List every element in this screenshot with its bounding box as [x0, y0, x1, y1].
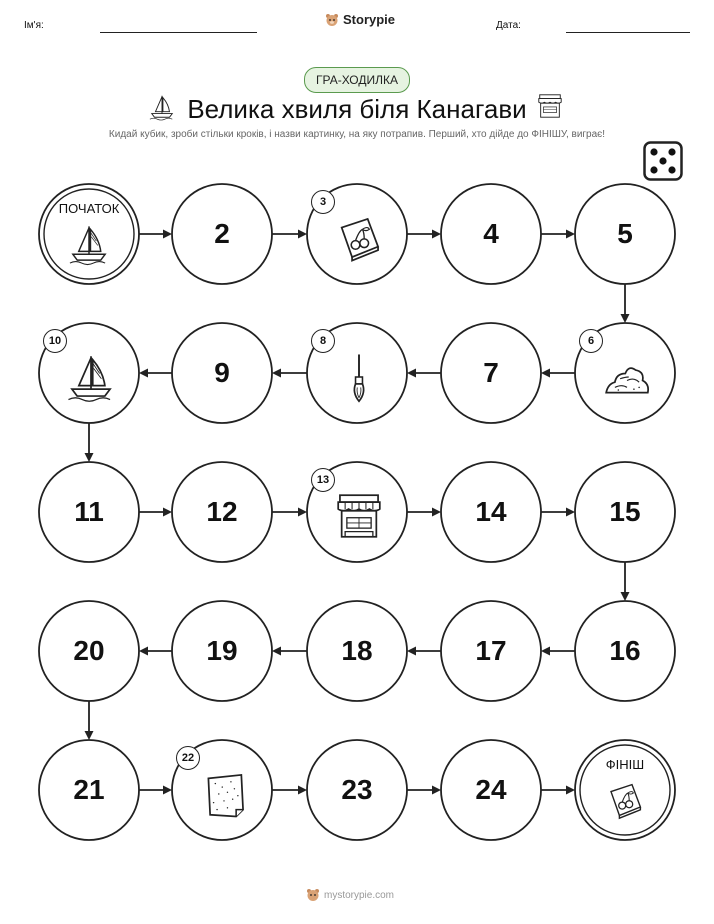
arrow-head: [298, 786, 307, 795]
square-number: 11: [74, 496, 104, 527]
arrow-head: [272, 647, 281, 656]
arrow-head: [163, 786, 172, 795]
start-label: ПОЧАТОК: [58, 201, 120, 216]
arrow-head: [85, 453, 94, 462]
arrow-head: [163, 508, 172, 517]
square-number: 18: [341, 635, 373, 666]
arrow-head: [621, 592, 630, 601]
footer-url: mystorypie.com: [324, 889, 395, 901]
square-number-badge: 6: [579, 329, 603, 353]
market-stall-icon: [338, 495, 380, 537]
square-number: 12: [206, 496, 238, 527]
arrow-head: [407, 369, 416, 378]
arrow-head: [432, 786, 441, 795]
square-number-badge: 22: [176, 746, 200, 770]
square-number: 20: [73, 635, 105, 666]
arrow-head: [566, 508, 575, 517]
date-label: Дата:: [496, 20, 521, 31]
square-number: 16: [609, 635, 641, 666]
bear-logo-icon: [306, 888, 320, 902]
arrow-head: [541, 647, 550, 656]
square-number-badge: 8: [311, 329, 335, 353]
square-number: 15: [609, 496, 641, 527]
square-number: 24: [475, 774, 507, 805]
arrow-head: [621, 314, 630, 323]
page-title: Велика хвиля біля Канагави: [187, 94, 527, 124]
paper-sheet-icon: [208, 775, 243, 817]
arrow-head: [85, 731, 94, 740]
square-number: 2: [214, 218, 230, 249]
arrow-head: [298, 508, 307, 517]
arrow-head: [298, 230, 307, 239]
square-number-badge: 13: [311, 468, 335, 492]
arrow-head: [407, 647, 416, 656]
arrow-head: [139, 369, 148, 378]
arrow-head: [432, 508, 441, 517]
arrow-head: [139, 647, 148, 656]
square-number: 9: [214, 357, 230, 388]
name-label: Ім'я:: [24, 20, 44, 31]
finish-label: ФІНІШ: [605, 757, 645, 772]
arrow-head: [272, 369, 281, 378]
square-number: 17: [475, 635, 507, 666]
arrow-head: [163, 230, 172, 239]
instructions-text: Кидай кубик, зроби стільки кроків, і назви картинку, на яку потрапив. Перший, хто дійде до ФІНІШУ, виграє!: [108, 129, 606, 140]
arrow-head: [432, 230, 441, 239]
square-number: 7: [483, 357, 499, 388]
footer: [306, 888, 394, 902]
square-number-badge: 3: [311, 190, 335, 214]
square-number: 5: [617, 218, 633, 249]
square-number: 21: [73, 774, 105, 805]
square-number: 19: [206, 635, 238, 666]
square-number-badge: 10: [43, 329, 67, 353]
arrow-head: [566, 786, 575, 795]
arrow-head: [566, 230, 575, 239]
square-number: 23: [341, 774, 373, 805]
game-type-tag: ГРА-ХОДИЛКА: [304, 67, 410, 93]
square-number: 4: [483, 218, 499, 249]
brand-name: Storypie: [343, 12, 396, 27]
square-number: 14: [475, 496, 507, 527]
arrow-head: [541, 369, 550, 378]
